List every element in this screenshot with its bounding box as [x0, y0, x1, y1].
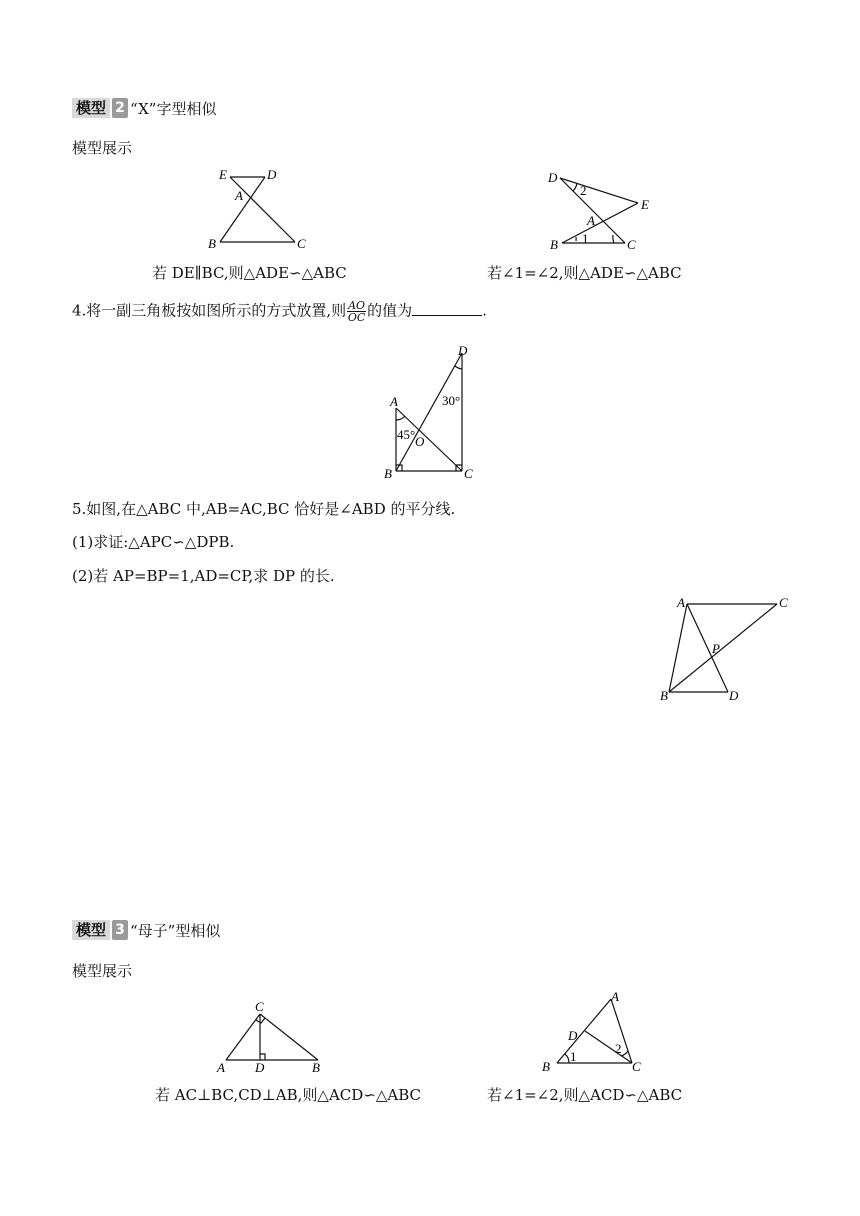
label-C: C [627, 237, 636, 252]
angle-1-label: 1 [582, 231, 589, 246]
model2-figure-angles [540, 165, 665, 257]
fraction-numerator: AO [348, 299, 366, 312]
label-D: D [267, 167, 277, 182]
q5-figure [655, 592, 795, 707]
angle-2-label: 2 [615, 1041, 622, 1056]
label-E: E [641, 197, 649, 212]
label-D: D [729, 688, 739, 703]
label-A: A [611, 989, 619, 1004]
label-C: C [297, 236, 306, 251]
label-A: A [390, 394, 398, 409]
model3-caption-angles: 若∠1=∠2,则△ACD∽△ABC [487, 1086, 683, 1104]
model3-caption-altitude: 若 AC⊥BC,CD⊥AB,则△ACD∽△ABC [155, 1086, 422, 1104]
angle-45-label: 45° [397, 427, 416, 442]
model2-caption-angles: 若∠1=∠2,则△ADE∽△ABC [487, 264, 682, 282]
model-number: 3 [112, 920, 128, 940]
label-P: P [712, 641, 720, 656]
fraction-denominator: OC [347, 311, 366, 324]
label-A: A [217, 1060, 225, 1075]
label-A: A [677, 595, 685, 610]
model2-header [72, 96, 216, 120]
label-D: D [568, 1028, 578, 1043]
label-A: A [587, 213, 595, 228]
model2-figure-parallel [205, 162, 315, 254]
label-C: C [255, 999, 264, 1014]
label-B: B [312, 1060, 320, 1075]
model2-caption-parallel: 若 DE∥BC,则△ADE∽△ABC [152, 264, 347, 282]
label-A: A [235, 188, 243, 203]
model-display-label: 模型展示 [72, 962, 133, 980]
question-5-stem: 5.如图,在△ABC 中,AB=AC,BC 恰好是∠ABD 的平分线. [72, 500, 456, 518]
label-C: C [464, 466, 473, 481]
label-D: D [458, 343, 468, 358]
label-B: B [208, 236, 216, 251]
label-C: C [779, 595, 788, 610]
label-B: B [660, 688, 668, 703]
label-C: C [632, 1059, 641, 1074]
angle-1-label: 1 [570, 1049, 577, 1064]
model-badge: 模型 [72, 920, 110, 940]
q4-figure-triangle-rulers [380, 343, 480, 483]
label-D: D [255, 1060, 265, 1075]
model-badge: 模型 [72, 98, 110, 118]
question-5-part-2: (2)若 AP=BP=1,AD=CP,求 DP 的长. [72, 567, 335, 585]
q4-end: . [482, 301, 487, 320]
model-title: “母子”型相似 [130, 921, 221, 940]
answer-blank [412, 301, 482, 316]
model3-figure-angles [535, 985, 655, 1077]
model3-header [72, 918, 220, 942]
q4-suffix: 的值为 [367, 301, 413, 320]
angle-2-label: 2 [580, 183, 587, 198]
q4-prefix: 4.将一副三角板按如图所示的方式放置,则 [72, 301, 347, 320]
label-B: B [550, 237, 558, 252]
label-O: O [415, 434, 425, 449]
angle-30-label: 30° [442, 393, 461, 408]
q4-fraction [347, 300, 366, 323]
question-5-part-1: (1)求证:△APC∽△DPB. [72, 533, 235, 551]
label-B: B [542, 1059, 550, 1074]
model-title: “X”字型相似 [130, 99, 217, 118]
label-B: B [384, 466, 392, 481]
model3-figure-altitude [212, 998, 337, 1078]
label-E: E [219, 167, 227, 182]
question-4 [72, 300, 487, 323]
model-display-label: 模型展示 [72, 139, 133, 157]
label-D: D [548, 170, 558, 185]
model-number: 2 [112, 98, 128, 118]
